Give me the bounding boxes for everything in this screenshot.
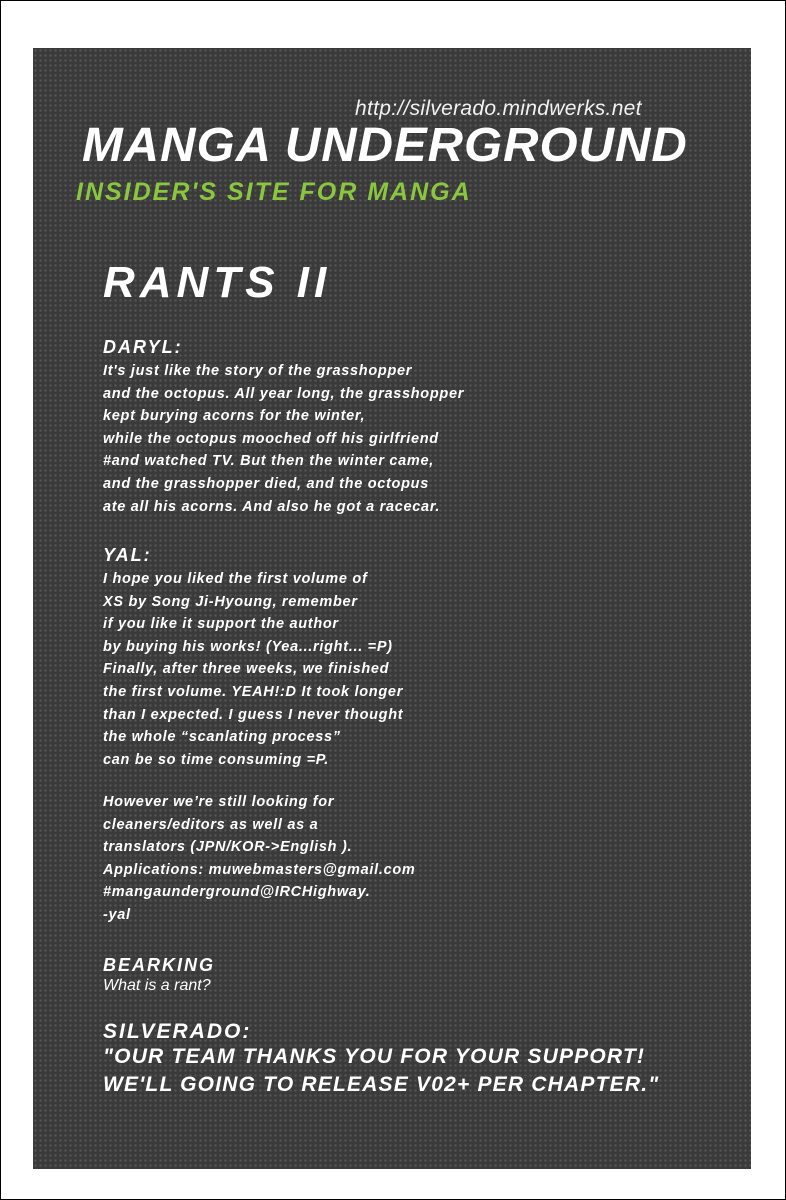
rant-line: WE'LL GOING TO RELEASE V02+ PER CHAPTER." <box>103 1073 660 1096</box>
rant-line: while the octopus mooched off his girlfriend <box>103 430 439 447</box>
rant-line: However we’re still looking for <box>103 794 335 810</box>
rant-line: the whole “scanlating process” <box>103 729 341 746</box>
rant-line: the first volume. YEAH!:D It took longer <box>103 683 404 700</box>
rant-daryl <box>103 360 464 518</box>
site-logo: MANGA UNDERGROUND <box>82 119 688 172</box>
page-title: RANTS II <box>103 258 332 307</box>
rant-line: #and watched TV. But then the winter came, <box>103 453 435 470</box>
rant-line: I hope you liked the first volume of <box>103 571 368 587</box>
rant-line: It's just like the story of the grasshopper <box>103 363 413 379</box>
speaker-bearking: BEARKING <box>103 955 216 975</box>
rant-line: kept burying acorns for the winter, <box>103 408 366 425</box>
speaker-daryl: DARYL: <box>103 337 183 357</box>
rant-line: ate all his acorns. And also he got a racecar. <box>103 498 441 515</box>
speaker-yal: YAL: <box>103 545 152 565</box>
rant-line: can be so time consuming =P. <box>103 751 330 768</box>
rant-yal <box>103 568 403 771</box>
rant-line: and the octopus. All year long, the grasshopper <box>103 385 465 402</box>
rant-line: than I expected. I guess I never thought <box>103 706 404 723</box>
rant-yal-recruiting <box>103 791 416 927</box>
rant-line: Finally, after three weeks, we finished <box>103 661 390 678</box>
rant-bearking: What is a rant? <box>103 977 211 994</box>
rant-line: by buying his works! (Yea...right... =P) <box>103 638 393 655</box>
site-url: http://silverado.mindwerks.net <box>355 97 642 120</box>
rant-line: "OUR TEAM THANKS YOU FOR YOUR SUPPORT! <box>103 1045 646 1068</box>
rant-line: cleaners/editors as well as a <box>103 816 319 833</box>
rant-line: -yal <box>103 906 131 923</box>
rant-line: if you like it support the author <box>103 616 339 633</box>
rant-line: and the grasshopper died, and the octopus <box>103 475 429 492</box>
rant-silverado <box>103 1043 659 1099</box>
site-tagline: INSIDER'S SITE FOR MANGA <box>76 178 472 206</box>
rant-line: #mangaunderground@IRCHighway. <box>103 884 371 901</box>
rant-line: XS by Song Ji-Hyoung, remember <box>103 593 358 610</box>
rant-line: Applications: muwebmasters@gmail.com <box>103 861 416 878</box>
rant-line: translators (JPN/KOR->English ). <box>103 839 353 856</box>
speaker-silverado: SILVERADO: <box>103 1020 252 1043</box>
